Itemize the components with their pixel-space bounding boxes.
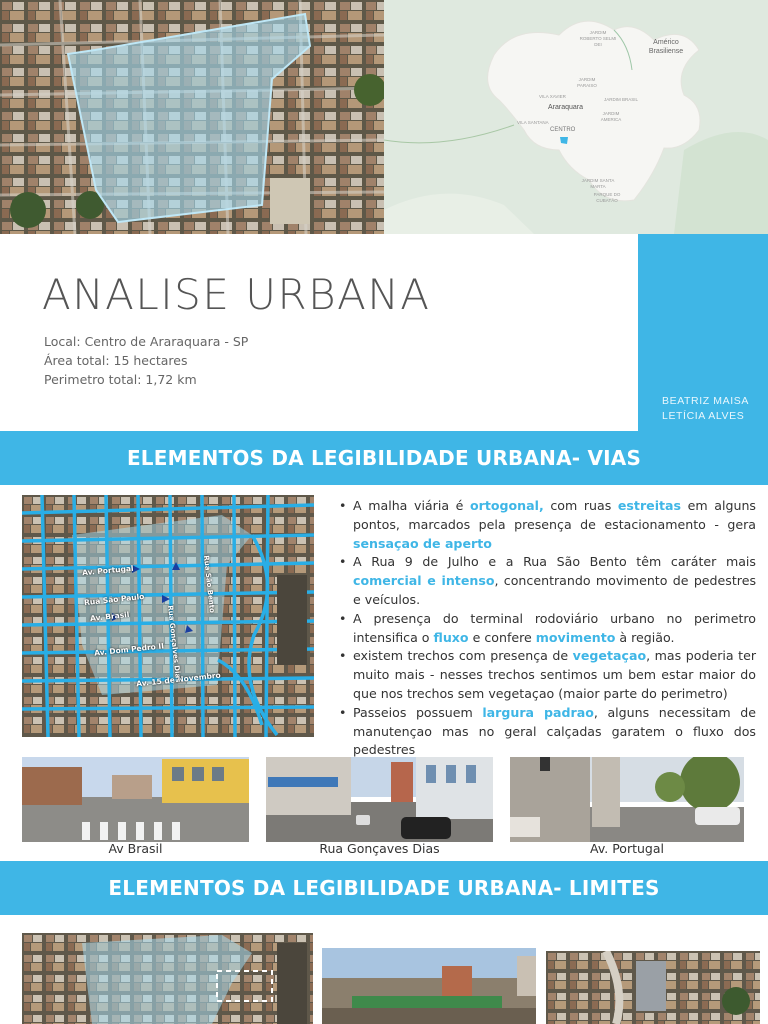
title-panel — [0, 234, 638, 431]
photo-av-brasil — [22, 757, 249, 842]
info-local: Local: Centro de Araraquara - SP — [44, 334, 249, 349]
vias-bullet-list — [336, 497, 756, 760]
vias-map-image — [22, 495, 314, 737]
map-label-araraquara: Araraquara — [548, 104, 584, 111]
photo-caption: Rua Gonçaves Dias — [319, 841, 440, 856]
limites-photo-terminal — [322, 948, 536, 1024]
map-label-jardim-paraiso: JARDIM PARAISO — [577, 77, 597, 88]
info-perimetro: Perimetro total: 1,72 km — [44, 372, 197, 387]
section-header-limites — [0, 861, 768, 915]
street-label: Av. 15 de Novembro — [135, 670, 222, 689]
map-label-vila-xavier: VILA XAVIER — [539, 94, 566, 99]
limites-map-image — [22, 933, 313, 1024]
map-label-santa-marta: JARDIM SANTA MARTA — [581, 178, 615, 189]
street-label: Av. Dom Pedro II — [93, 641, 165, 658]
limites-satellite-zoom — [546, 951, 760, 1024]
bullet-item: • A malha viária é ortogonal, com ruas estreitas em alguns pontos, marcados pela presença de estacionamento - gera sensaçao de aperto — [336, 497, 756, 553]
satellite-perimeter-image — [0, 0, 384, 234]
bullet-item: • existem trechos com presença de vegetaçao, mas poderia ter muito mais - nesses trechos sentimos um bem estar maior do que nos trechos sem vegetaçao (maior parte do perimetro) — [336, 647, 756, 703]
author-name: BEATRIZ MAISA — [662, 395, 749, 407]
author-name: LETÍCIA ALVES — [662, 410, 745, 422]
location-map — [384, 0, 768, 234]
info-area: Área total: 15 hectares — [44, 353, 188, 368]
section-title: ELEMENTOS DA LEGIBILIDADE URBANA- LIMITES — [108, 876, 660, 900]
map-label-vila-santana: VILA SANTANA — [517, 120, 549, 125]
map-label-americo: Américo Brasiliense — [648, 39, 684, 55]
map-label-centro: CENTRO — [550, 127, 576, 133]
photo-caption: Av Brasil — [108, 841, 163, 856]
street-label: Rua Gonçalves Dias — [166, 605, 183, 683]
bullet-item: • Passeios possuem largura padrao, alguns necessitam de manutençao mas no geral calçadas garatem o fluxo dos pedestres — [336, 704, 756, 760]
section-title: ELEMENTOS DA LEGIBILIDADE URBANA- VIAS — [126, 446, 642, 470]
map-label-jardim-brasil: JARDIM BRASIL — [604, 97, 639, 102]
street-label: Av. Brasil — [89, 609, 130, 624]
photo-rua-goncalves-dias — [266, 757, 493, 842]
street-label: Av. Portugal — [81, 563, 134, 578]
page-title: ANALISE URBANA — [42, 270, 431, 319]
map-label-jardim-roberto: JARDIM ROBERTO SELMI DEI — [579, 30, 617, 47]
map-label-jardim-america: JARDIM AMERICA — [600, 111, 622, 122]
photo-av-portugal — [510, 757, 744, 842]
street-label: Rua São Paulo — [83, 591, 145, 608]
bullet-item: • A presença do terminal rodoviário urbano no perimetro intensifica o fluxo e confere movimento à região. — [336, 610, 756, 648]
bullet-item: • A Rua 9 de Julho e a Rua São Bento têm caráter mais comercial e intenso, concentrando movimento de pedestres e veículos. — [336, 553, 756, 609]
map-label-cubatao: PARQUE DO CUBATÃO — [593, 192, 621, 203]
street-label: Rua São Bento — [202, 555, 217, 614]
section-header-vias — [0, 431, 768, 485]
photo-caption: Av. Portugal — [590, 841, 664, 856]
